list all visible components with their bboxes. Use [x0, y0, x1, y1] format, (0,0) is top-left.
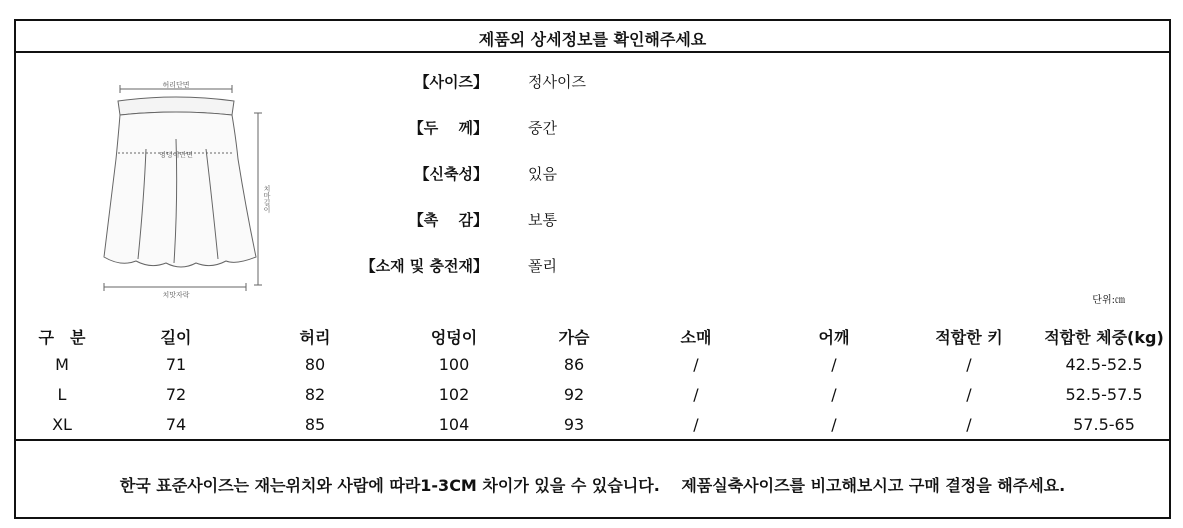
skirt-measurement-diagram: [86, 79, 276, 299]
spec-key-thickness: 【두 께】: [408, 119, 488, 137]
table-cell: 104: [438, 415, 470, 434]
footer-note: 한국 표준사이즈는 재는위치와 사람에 따라1-3CM 차이가 있을 수 있습니다. 제품실축사이즈를 비고해보시고 구매 결정을 해주세요.: [119, 476, 1066, 495]
table-header: 길이: [160, 328, 192, 347]
table-header: 엉덩이: [430, 328, 478, 347]
spec-value-texture: 보통: [528, 211, 557, 229]
table-cell: 86: [563, 355, 585, 374]
table-cell: L: [57, 385, 67, 404]
table-cell: 85: [304, 415, 326, 434]
spec-key-stretch: 【신축성】: [414, 165, 488, 183]
table-cell: /: [966, 355, 972, 374]
diagram-hem-label: 치맛자락: [162, 291, 190, 299]
title-divider: [16, 51, 1169, 53]
table-cell: XL: [52, 415, 72, 434]
table-cell: 74: [165, 415, 187, 434]
table-cell: /: [831, 415, 837, 434]
spec-value-stretch: 있음: [528, 165, 557, 183]
table-cell: /: [831, 385, 837, 404]
table-cell: /: [693, 385, 699, 404]
table-cell: 42.5-52.5: [1065, 355, 1143, 374]
table-header: 적합한 키: [935, 328, 1003, 347]
table-cell: 72: [165, 385, 187, 404]
table-header: 구 분: [38, 328, 86, 347]
spec-key-texture: 【촉 감】: [408, 211, 488, 229]
product-info-frame: [14, 19, 1171, 519]
table-divider: [16, 439, 1169, 441]
table-cell: 93: [563, 415, 585, 434]
table-cell: 92: [563, 385, 585, 404]
table-cell: /: [966, 385, 972, 404]
diagram-hip-label: 엉덩이단면: [159, 151, 193, 159]
spec-value-size: 정사이즈: [528, 73, 586, 91]
table-cell: 102: [438, 385, 470, 404]
spec-key-size: 【사이즈】: [414, 73, 488, 91]
spec-value-material: 폴리: [528, 257, 557, 275]
unit-label: 단위:㎝: [1092, 295, 1125, 306]
table-cell: 52.5-57.5: [1065, 385, 1143, 404]
table-cell: 82: [304, 385, 326, 404]
table-cell: /: [693, 355, 699, 374]
diagram-waist-label: 허리단면: [162, 81, 190, 89]
table-cell: /: [966, 415, 972, 434]
table-header: 어깨: [818, 328, 850, 347]
table-cell: 71: [165, 355, 187, 374]
table-cell: 100: [438, 355, 470, 374]
page-title: 제품외 상세정보를 확인해주세요: [478, 30, 707, 49]
table-header: 소매: [680, 328, 712, 347]
table-cell: 80: [304, 355, 326, 374]
table-header: 적합한 체중(kg): [1044, 328, 1164, 347]
spec-key-material: 【소재 및 충전재】: [360, 257, 488, 275]
table-cell: M: [55, 355, 69, 374]
table-cell: 57.5-65: [1073, 415, 1135, 434]
table-cell: /: [693, 415, 699, 434]
diagram-length-label: 치마길이: [263, 185, 271, 213]
table-header: 허리: [299, 328, 331, 347]
table-header: 가슴: [558, 328, 590, 347]
table-cell: /: [831, 355, 837, 374]
spec-value-thickness: 중간: [528, 119, 557, 137]
